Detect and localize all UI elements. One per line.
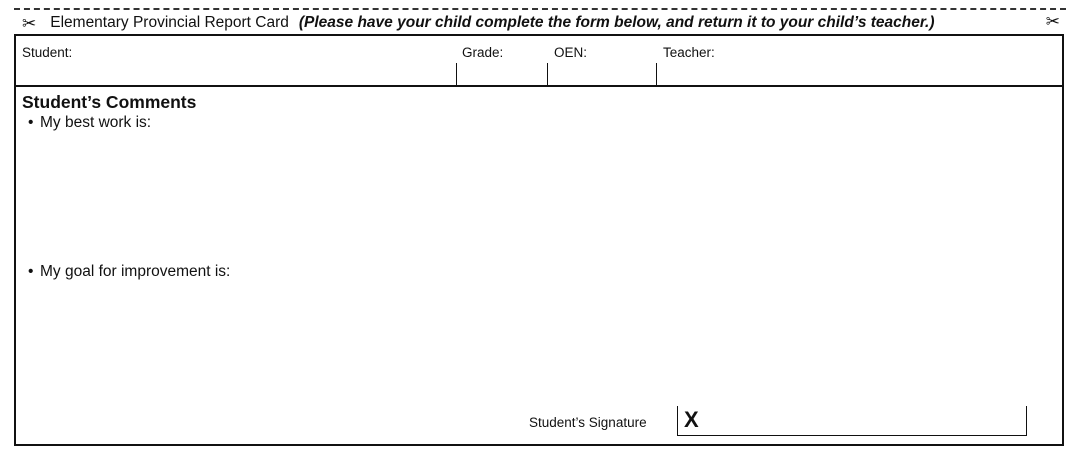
grade-field[interactable] (457, 36, 547, 85)
form-instructions: (Please have your child complete the form below, and return it to your child’s teacher.) (298, 14, 935, 31)
student-info-row (16, 36, 1062, 87)
bullet-icon: • (28, 263, 34, 280)
signature-label: Student’s Signature (529, 415, 647, 430)
comment-prompt-label: My goal for improvement is: (40, 263, 231, 280)
signature-field[interactable] (677, 406, 1027, 436)
best-work-answer-area[interactable] (28, 136, 1048, 261)
comment-prompt-best-work (28, 114, 151, 132)
signature-x-mark: X (684, 407, 699, 432)
comment-prompt-goal (28, 263, 230, 281)
goal-answer-area[interactable] (28, 286, 1048, 396)
report-card-form (14, 34, 1064, 446)
form-header (14, 12, 1066, 34)
student-field[interactable] (16, 36, 456, 85)
comments-heading: Student’s Comments (22, 92, 197, 112)
comment-prompt-label: My best work is: (40, 114, 152, 131)
grade-field-label: Grade: (462, 45, 504, 60)
cut-line (14, 8, 1066, 10)
teacher-field-label: Teacher: (663, 45, 715, 60)
scissors-icon: ✂ (22, 13, 37, 33)
scissors-icon: ✂ (1045, 12, 1060, 31)
student-field-label: Student: (22, 45, 73, 60)
teacher-field[interactable] (657, 36, 1062, 85)
oen-field[interactable] (548, 36, 656, 85)
bullet-icon: • (28, 114, 34, 131)
oen-field-label: OEN: (554, 45, 588, 60)
form-title: Elementary Provincial Report Card (50, 14, 289, 31)
